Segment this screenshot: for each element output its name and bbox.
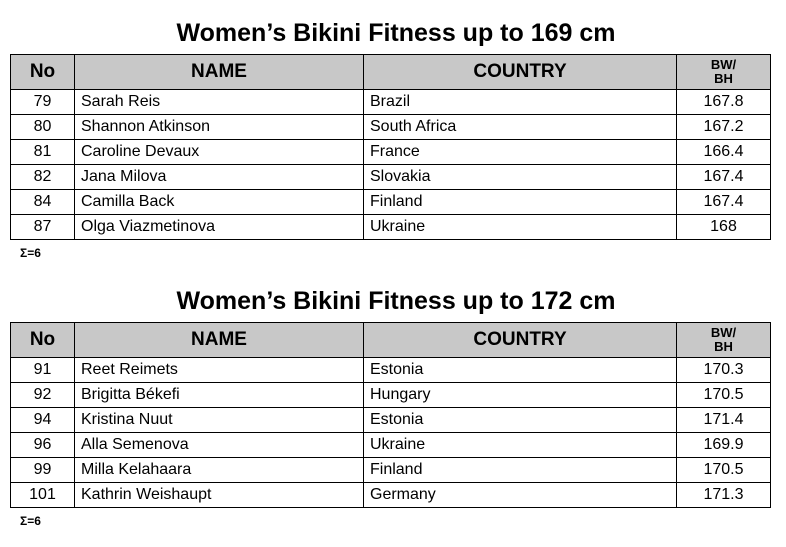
athlete-name: Olga Viazmetinova (75, 215, 364, 240)
athlete-number: 92 (11, 383, 75, 408)
category-title: Women’s Bikini Fitness up to 169 cm (176, 19, 616, 47)
athlete-name: Camilla Back (75, 190, 364, 215)
results-table (10, 322, 771, 508)
athlete-name: Reet Reimets (75, 358, 364, 383)
athlete-country: Finland (364, 190, 677, 215)
header-bw-label: BW/ (710, 57, 737, 72)
athlete-country: Finland (364, 458, 677, 483)
header-no: No (11, 323, 75, 358)
header-bw-label: BW/ (710, 325, 737, 340)
table-row (11, 458, 771, 483)
athlete-bw-bh: 170.5 (677, 458, 771, 483)
athlete-bw-bh: 169.9 (677, 433, 771, 458)
table-row (11, 140, 771, 165)
athlete-number: 96 (11, 433, 75, 458)
header-bh-label: BH (714, 339, 733, 354)
table-row (11, 215, 771, 240)
table-row (11, 165, 771, 190)
table-row (11, 408, 771, 433)
athlete-name: Kathrin Weishaupt (75, 483, 364, 508)
athlete-bw-bh: 168 (677, 215, 771, 240)
athlete-bw-bh: 171.3 (677, 483, 771, 508)
athlete-country: Germany (364, 483, 677, 508)
athlete-count: Σ=6 (20, 514, 41, 528)
category-title: Women’s Bikini Fitness up to 172 cm (176, 287, 616, 315)
table-row (11, 483, 771, 508)
header-name: NAME (75, 55, 364, 90)
athlete-number: 99 (11, 458, 75, 483)
table-header-row (11, 55, 771, 90)
athlete-name: Milla Kelahaara (75, 458, 364, 483)
athlete-name: Shannon Atkinson (75, 115, 364, 140)
athlete-country: Hungary (364, 383, 677, 408)
table-row (11, 358, 771, 383)
athlete-bw-bh: 166.4 (677, 140, 771, 165)
athlete-bw-bh: 170.3 (677, 358, 771, 383)
athlete-number: 80 (11, 115, 75, 140)
athlete-bw-bh: 167.4 (677, 190, 771, 215)
category-section (0, 284, 786, 318)
header-bw-bh (677, 323, 771, 358)
athlete-bw-bh: 167.4 (677, 165, 771, 190)
table-row (11, 433, 771, 458)
table-row (11, 190, 771, 215)
athlete-country: Slovakia (364, 165, 677, 190)
athlete-number: 82 (11, 165, 75, 190)
athlete-bw-bh: 171.4 (677, 408, 771, 433)
table-row (11, 383, 771, 408)
results-table (10, 54, 771, 240)
header-no: No (11, 55, 75, 90)
athlete-country: Ukraine (364, 215, 677, 240)
athlete-name: Brigitta Békefi (75, 383, 364, 408)
athlete-country: Brazil (364, 90, 677, 115)
header-bw-bh (677, 55, 771, 90)
table-row (11, 115, 771, 140)
category-section (0, 16, 786, 50)
athlete-country: South Africa (364, 115, 677, 140)
athlete-number: 79 (11, 90, 75, 115)
athlete-bw-bh: 167.2 (677, 115, 771, 140)
athlete-name: Alla Semenova (75, 433, 364, 458)
athlete-count: Σ=6 (20, 246, 41, 260)
athlete-name: Caroline Devaux (75, 140, 364, 165)
athlete-name: Jana Milova (75, 165, 364, 190)
header-country: COUNTRY (364, 323, 677, 358)
athlete-country: Estonia (364, 408, 677, 433)
header-country: COUNTRY (364, 55, 677, 90)
athlete-number: 84 (11, 190, 75, 215)
athlete-number: 91 (11, 358, 75, 383)
table-header-row (11, 323, 771, 358)
athlete-number: 81 (11, 140, 75, 165)
table-row (11, 90, 771, 115)
athlete-bw-bh: 170.5 (677, 383, 771, 408)
athlete-country: Ukraine (364, 433, 677, 458)
athlete-country: France (364, 140, 677, 165)
athlete-number: 87 (11, 215, 75, 240)
athlete-number: 94 (11, 408, 75, 433)
athlete-name: Kristina Nuut (75, 408, 364, 433)
athlete-country: Estonia (364, 358, 677, 383)
header-bh-label: BH (714, 71, 733, 86)
athlete-bw-bh: 167.8 (677, 90, 771, 115)
header-name: NAME (75, 323, 364, 358)
athlete-name: Sarah Reis (75, 90, 364, 115)
athlete-number: 101 (11, 483, 75, 508)
